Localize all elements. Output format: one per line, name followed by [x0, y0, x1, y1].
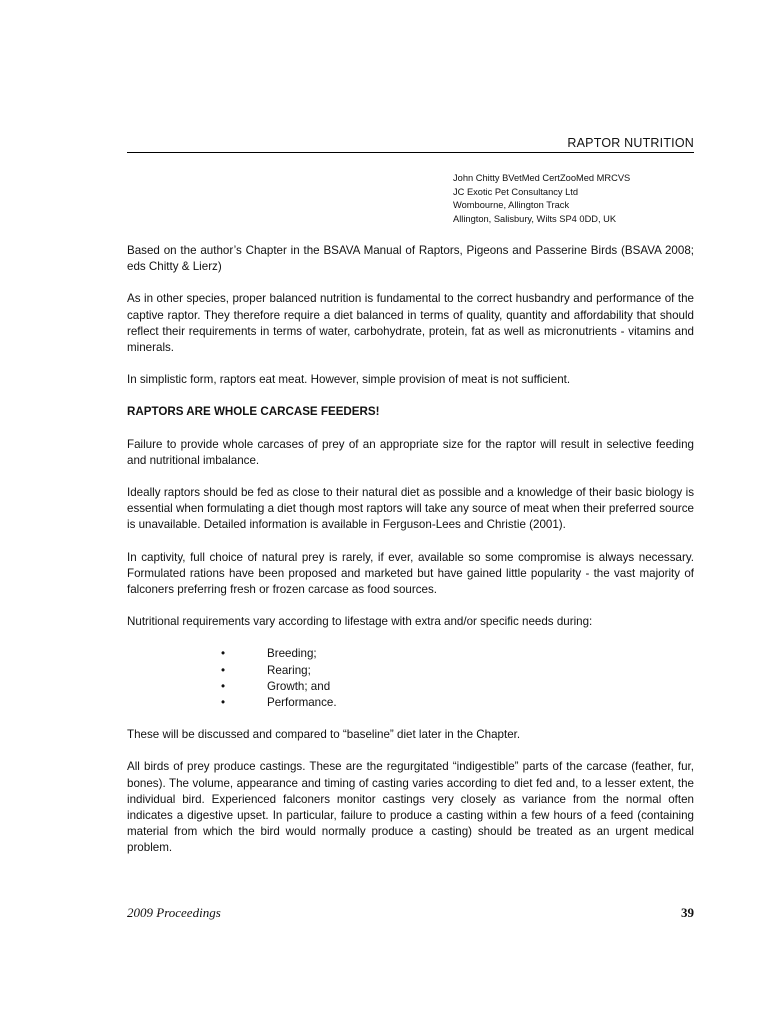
list-item-text: Performance.	[267, 696, 337, 710]
author-block	[453, 172, 630, 226]
author-address-line-1: Wombourne, Allington Track	[453, 200, 570, 211]
list-item	[127, 695, 694, 711]
article-body	[127, 243, 694, 873]
paragraph-requirements: Nutritional requirements vary according to lifestage with extra and/or specific needs during:	[127, 615, 593, 629]
paragraph-intro: As in other species, proper balanced nutrition is fundamental to the correct husbandry and performance of the captive raptor. They therefore require a diet balanced in terms of quality, quantity and affordability that should reflect their requirements in terms of water, carbohydrate, protein, fat as well as micronutrients - vitamins and minerals.	[127, 292, 694, 355]
section-heading: RAPTORS ARE WHOLE CARCASE FEEDERS!	[127, 405, 380, 419]
author-affiliation: JC Exotic Pet Consultancy Ltd	[453, 186, 579, 197]
paragraph-meat: In simplistic form, raptors eat meat. However, simple provision of meat is not sufficient.	[127, 373, 571, 387]
list-item-text: Growth; and	[267, 679, 331, 693]
list-item	[127, 663, 694, 679]
author-name: John Chitty BVetMed CertZooMed MRCVS	[453, 173, 631, 183]
paragraph-captivity: In captivity, full choice of natural prey is rarely, if ever, available so some compromise is always necessary. Formulated rations have been proposed and marketed but have gained little popularity - the vast majority of falconers preferring fresh or frozen carcase as food sources.	[127, 550, 694, 597]
list-item	[127, 646, 694, 662]
paragraph-whole-carcase: Failure to provide whole carcases of prey of an appropriate size for the raptor will result in selective feeding and nutritional imbalance.	[127, 437, 694, 467]
page-number: 39	[681, 905, 694, 920]
paragraph-source: Based on the author’s Chapter in the BSAVA Manual of Raptors, Pigeons and Passerine Birds (BSAVA 2008; eds Chitty & Lierz)	[127, 244, 694, 274]
list-item	[127, 679, 694, 695]
running-header-title: RAPTOR NUTRITION	[567, 136, 694, 150]
bullet-glyph: •	[221, 663, 226, 677]
header-rule	[127, 152, 694, 153]
lifestage-list	[127, 646, 694, 711]
list-item-text: Breeding;	[267, 647, 317, 661]
footer-proceedings: 2009 Proceedings	[127, 905, 221, 920]
author-address-line-2: Allington, Salisbury, Wilts SP4 0DD, UK	[453, 213, 617, 224]
bullet-glyph: •	[221, 696, 226, 710]
list-item-text: Rearing;	[267, 663, 311, 677]
paragraph-natural-diet: Ideally raptors should be fed as close to their natural diet as possible and a knowledge of their basic biology is essential when formulating a diet though most raptors will take any source of meat when their preferred source is unavailable. Detailed information is available in Ferguson-Lees and Christie (2001).	[127, 486, 694, 532]
bullet-glyph: •	[221, 647, 226, 661]
paragraph-baseline: These will be discussed and compared to “baseline” diet later in the Chapter.	[127, 728, 521, 742]
bullet-glyph: •	[221, 679, 226, 693]
paragraph-castings: All birds of prey produce castings. These are the regurgitated “indigestible” parts of the carcase (feather, fur, bones). The volume, appearance and timing of casting varies according to diet fed and, to a lesser extent, the individual bird. Experienced falconers monitor castings very closely as variance from the normal often indicates a digestive upset. In particular, failure to produce a casting within a few hours of a feed (containing material from which the bird would normally produce a casting) should be treated as an urgent medical problem.	[127, 760, 694, 855]
